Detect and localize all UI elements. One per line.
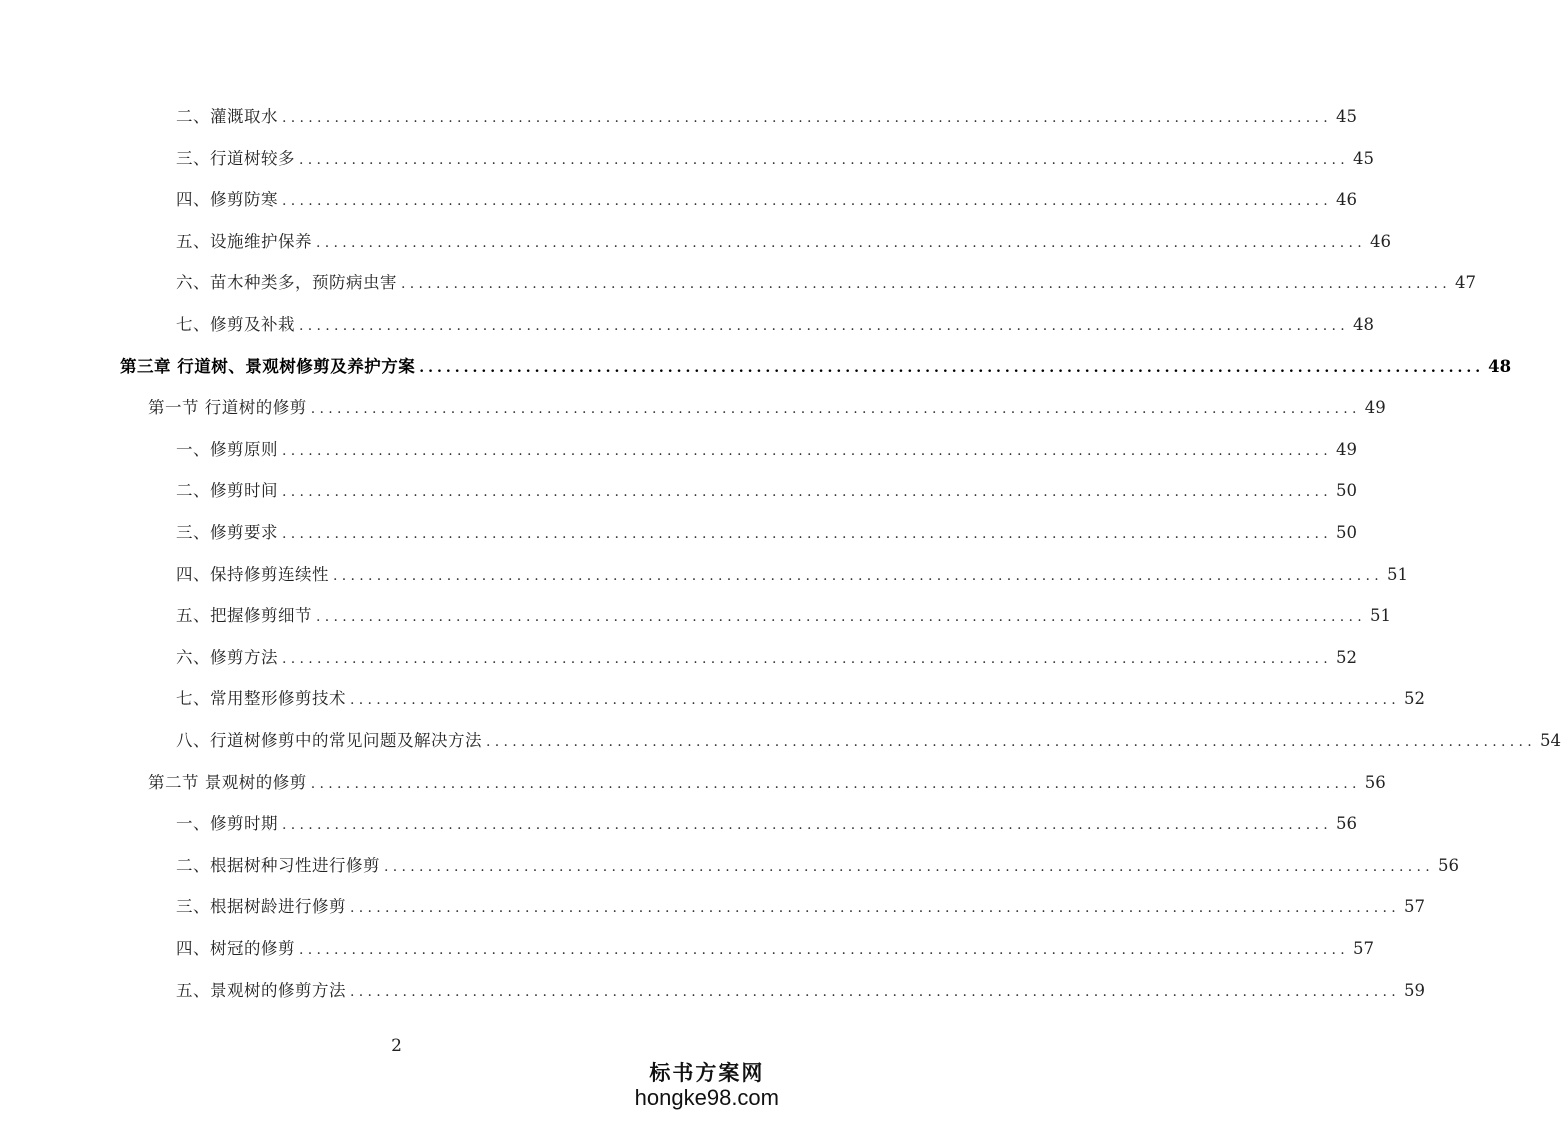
toc-entry-title: 三、修剪要求 (176, 523, 278, 542)
toc-entry-title: 三、根据树龄进行修剪 (176, 897, 346, 917)
toc-item-entry[interactable] (176, 230, 1392, 254)
toc-entry-title: 第三章 行道树、景观树修剪及养护方案 (120, 356, 416, 376)
toc-item-entry[interactable] (176, 687, 1426, 711)
toc-entry-page: 56 (1364, 772, 1386, 792)
toc-item-entry[interactable] (176, 521, 1358, 545)
toc-entry-title: 二、修剪时间 (176, 481, 278, 501)
toc-dot-leader: ........................................................................................................................ (316, 234, 1367, 251)
toc-dot-leader: ........................................................................................................................ (384, 858, 1435, 875)
toc-entry-title: 六、修剪方法 (176, 647, 278, 667)
toc-dot-leader: ........................................................................................................................ (282, 442, 1333, 459)
toc-entry-title: 三、行道树较多 (176, 148, 295, 168)
toc-entry-page: 57 (1404, 897, 1426, 917)
toc-item-entry[interactable] (176, 313, 1375, 337)
toc-dot-leader: ........................................................................................................................ (333, 567, 1384, 584)
toc-dot-leader: ........................................................................................................................ (310, 775, 1361, 792)
toc-entry-page: 56 (1438, 855, 1460, 875)
toc-dot-leader: ........................................................................................................................ (401, 276, 1452, 293)
toc-item-entry[interactable] (176, 854, 1460, 878)
toc-entry-title: 四、修剪防寒 (176, 190, 278, 210)
page-number: 2 (391, 1036, 402, 1056)
toc-section-entry[interactable] (148, 396, 1386, 420)
toc-entry-page: 45 (1336, 107, 1358, 126)
toc-entry-title: 第一节 行道树的修剪 (148, 398, 307, 418)
toc-item-entry[interactable] (176, 563, 1409, 587)
toc-dot-leader: ........................................................................................................................ (419, 359, 1485, 376)
toc-entry-page: 57 (1353, 939, 1375, 958)
toc-item-entry[interactable] (176, 895, 1426, 919)
toc-entry-page: 50 (1336, 481, 1358, 501)
toc-entry-title: 八、行道树修剪中的常见问题及解决方法 (176, 731, 482, 750)
toc-entry-title: 四、保持修剪连续性 (176, 564, 329, 584)
toc-dot-leader: ........................................................................................................................ (282, 526, 1333, 542)
toc-entry-page: 51 (1370, 606, 1392, 626)
toc-entry-title: 五、设施维护保养 (176, 231, 312, 251)
toc-entry-title: 二、根据树种习性进行修剪 (176, 855, 380, 875)
toc-entry-page: 46 (1336, 190, 1358, 210)
toc-entry-page: 56 (1336, 814, 1358, 834)
toc-dot-leader: ........................................................................................................................ (299, 318, 1350, 334)
toc-entry-page: 49 (1336, 439, 1358, 459)
toc-entry-page: 52 (1404, 689, 1426, 709)
toc-dot-leader: ........................................................................................................................ (316, 609, 1367, 626)
toc-item-entry[interactable] (176, 937, 1375, 961)
toc-entry-page: 48 (1488, 356, 1512, 376)
toc-dot-leader: ........................................................................................................................ (350, 692, 1401, 709)
toc-dot-leader: ........................................................................................................................ (282, 484, 1333, 501)
toc-entry-title: 五、景观树的修剪方法 (176, 980, 346, 1000)
toc-entry-page: 46 (1370, 231, 1392, 251)
toc-item-entry[interactable] (176, 271, 1477, 295)
toc-dot-leader: ........................................................................................................................ (310, 401, 1361, 418)
toc-entry-page: 52 (1336, 647, 1358, 667)
toc-entry-page: 51 (1387, 564, 1409, 584)
toc-section-entry[interactable] (148, 771, 1386, 795)
toc-dot-leader: ........................................................................................................................ (350, 983, 1401, 1000)
toc-entry-title: 六、苗木种类多，预防病虫害 (176, 273, 397, 293)
toc-entry-title: 四、树冠的修剪 (176, 939, 295, 958)
toc-dot-leader: ........................................................................................................................ (350, 900, 1401, 917)
toc-entry-title: 七、常用整形修剪技术 (176, 689, 346, 709)
toc-item-entry[interactable] (176, 979, 1426, 1003)
toc-item-entry[interactable] (176, 188, 1358, 212)
toc-entry-title: 七、修剪及补栽 (176, 315, 295, 334)
toc-item-entry[interactable] (176, 438, 1358, 462)
toc-entry-title: 第二节 景观树的修剪 (148, 772, 307, 792)
toc-item-entry[interactable] (176, 105, 1358, 129)
toc-entry-page: 54 (1540, 731, 1561, 750)
toc-item-entry[interactable] (176, 812, 1358, 836)
watermark-title: 标书方案网 (649, 1062, 765, 1085)
toc-entry-title: 一、修剪原则 (176, 439, 278, 459)
toc-entry-page: 49 (1364, 398, 1386, 418)
toc-entry-title: 二、灌溉取水 (176, 107, 278, 126)
toc-item-entry[interactable] (176, 479, 1358, 503)
toc-dot-leader: ........................................................................................................................ (282, 193, 1333, 210)
toc-dot-leader: ........................................................................................................................ (299, 942, 1350, 958)
watermark-url: hongke98.com (634, 1085, 779, 1110)
toc-item-entry[interactable] (176, 646, 1358, 670)
toc-dot-leader: ........................................................................................................................ (282, 817, 1333, 834)
toc-entry-page: 45 (1353, 148, 1375, 168)
toc-entry-page: 59 (1404, 980, 1426, 1000)
toc-entry-title: 五、把握修剪细节 (176, 606, 312, 626)
toc-item-entry[interactable] (176, 729, 1561, 753)
toc-dot-leader: ........................................................................................................................ (299, 151, 1350, 168)
toc-entry-page: 50 (1336, 523, 1358, 542)
toc-item-entry[interactable] (176, 604, 1392, 628)
toc-dot-leader: ........................................................................................................................ (486, 734, 1537, 750)
toc-entry-page: 47 (1455, 273, 1477, 293)
toc-entry-title: 一、修剪时期 (176, 814, 278, 834)
toc-item-entry[interactable] (176, 147, 1375, 171)
toc-chapter-entry[interactable] (120, 355, 1512, 379)
toc-entry-page: 48 (1353, 315, 1375, 334)
watermark-logo (635, 1062, 779, 1110)
toc-dot-leader: ........................................................................................................................ (282, 650, 1333, 667)
toc-dot-leader: ........................................................................................................................ (282, 110, 1333, 126)
